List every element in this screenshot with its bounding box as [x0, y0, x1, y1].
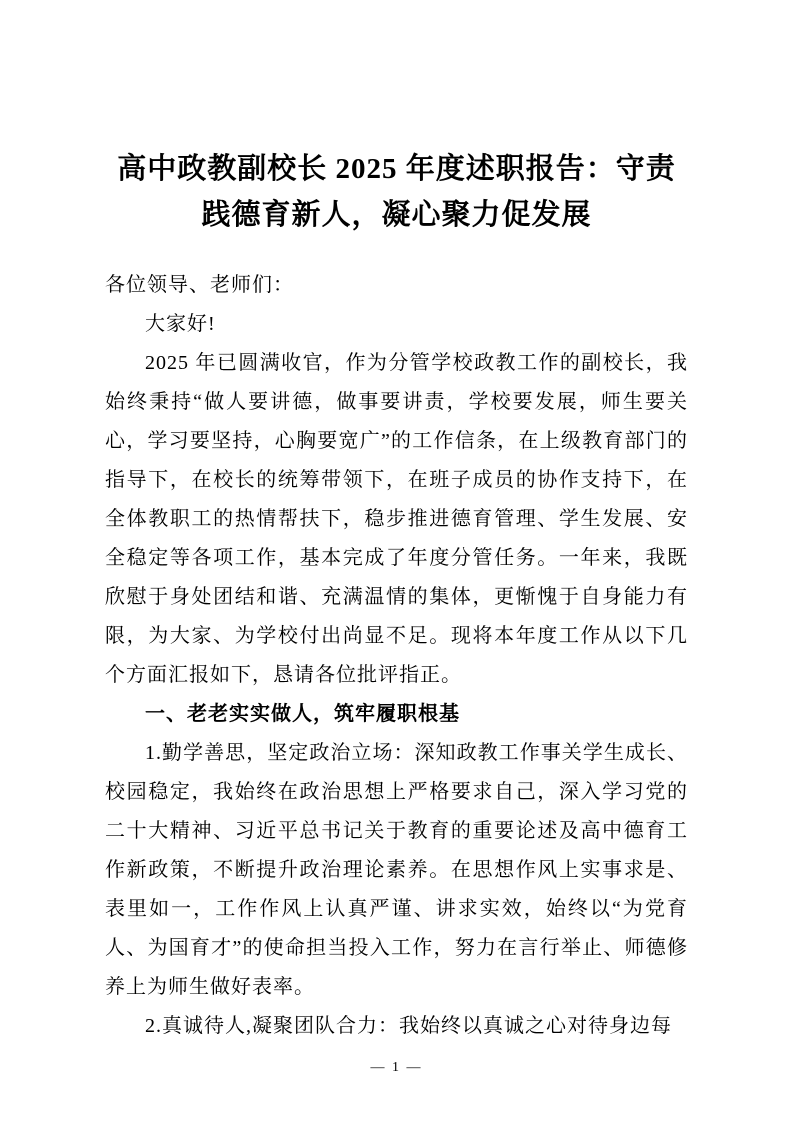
document-body	[105, 266, 688, 1046]
body-paragraph-1: 1.勤学善思，坚定政治立场：深知政教工作事关学生成长、校园稳定，我始终在政治思想上严格要求自己，深入学习党的二十大精神、习近平总书记关于教育的重要论述及高中德育工作新政策，不断提升政治理论素养。在思想作风上实事求是、表里如一，工作作风上认真严谨、讲求实效，始终以“为党育人、为国育才”的使命担当投入工作，努力在言行举止、师德修养上为师生做好表率。	[105, 742, 688, 998]
document-title	[105, 146, 688, 238]
body-paragraph-2: 2.真诚待人,凝聚团队合力：我始终以真诚之心对待身边每	[145, 1015, 672, 1037]
document-title-line-2: 践德育新人，凝心聚力促发展	[201, 199, 592, 231]
intro-paragraph: 2025 年已圆满收官，作为分管学校政教工作的副校长，我始终秉持“做人要讲德，做事要讲责，学校要发展，师生要关心，学习要坚持，心胸要宽广”的工作信条，在上级教育部门的指导下，在校长的统筹带领下，在班子成员的协作支持下，在全体教职工的热情帮扶下，稳步推进德育管理、学生发展、安全稳定等各项工作，基本完成了年度分管任务。一年来，我既欣慰于身处团结和谐、充满温情的集体，更惭愧于自身能力有限，为大家、为学校付出尚显不足。现将本年度工作从以下几个方面汇报如下，恳请各位批评指正。	[105, 352, 688, 686]
salutation-line: 各位领导、老师们：	[105, 274, 294, 296]
greeting-line: 大家好!	[145, 313, 216, 335]
section-heading-1: 一、老老实实做人，筑牢履职根基	[145, 703, 460, 725]
document-title-line-1: 高中政教副校长 2025 年度述职报告：守责	[117, 153, 676, 185]
footer-page-number: — 1 —	[370, 1060, 423, 1075]
